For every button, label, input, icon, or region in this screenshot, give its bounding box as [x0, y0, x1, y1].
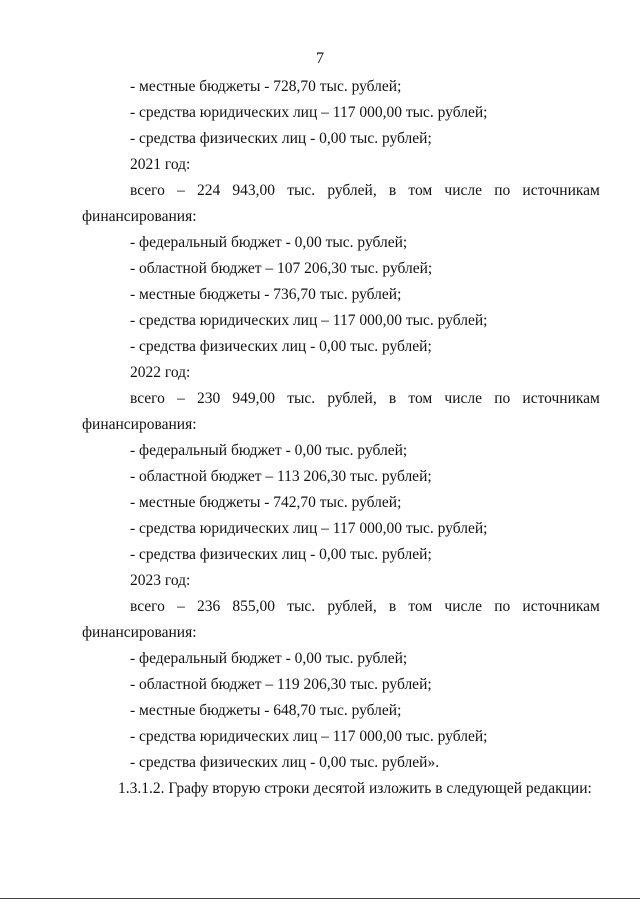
total-word: 236 — [197, 598, 221, 615]
total-word: числе — [444, 182, 483, 199]
budget-line: - средства юридических лиц – 117 000,00 тыс. рублей; — [130, 312, 488, 329]
total-word: всего — [130, 598, 165, 615]
total-word: тыс. — [287, 598, 316, 615]
budget-line: - средства физических лиц - 0,00 тыс. рублей». — [130, 754, 440, 771]
total-word: – — [177, 598, 185, 615]
total-word: всего — [130, 390, 165, 407]
total-word: 224 — [197, 182, 221, 199]
year-section-2021 — [82, 152, 600, 360]
total-word: источникам — [522, 182, 600, 199]
budget-line: - местные бюджеты - 742,70 тыс. рублей; — [130, 494, 402, 511]
total-word: всего — [130, 182, 165, 199]
total-line-continuation: финансирования: — [82, 208, 197, 225]
year-heading: 2023 год: — [130, 572, 191, 589]
total-line-continuation: финансирования: — [82, 624, 197, 641]
year-heading: 2022 год: — [130, 364, 191, 381]
budget-line: - средства юридических лиц – 117 000,00 тыс. рублей; — [130, 728, 488, 745]
closing-paragraph: 1.3.1.2. Графу вторую строки десятой изложить в следующей редакции: — [118, 780, 592, 797]
budget-line: - областной бюджет – 107 206,30 тыс. рублей; — [130, 260, 433, 277]
budget-line: - местные бюджеты - 648,70 тыс. рублей; — [130, 702, 402, 719]
total-word: том — [408, 390, 433, 407]
total-line — [82, 178, 600, 204]
total-word: том — [408, 598, 433, 615]
budget-line: - средства физических лиц - 0,00 тыс. рублей; — [130, 130, 432, 147]
document-body — [82, 74, 600, 802]
total-word: рублей, — [327, 390, 377, 407]
total-word: в — [388, 598, 397, 615]
budget-line: - федеральный бюджет - 0,00 тыс. рублей; — [130, 442, 408, 459]
total-word: по — [494, 182, 511, 199]
total-line-continuation: финансирования: — [82, 416, 197, 433]
page-number: 7 — [316, 50, 324, 67]
budget-line: - областной бюджет – 119 206,30 тыс. рублей; — [130, 676, 432, 693]
budget-line: - федеральный бюджет - 0,00 тыс. рублей; — [130, 234, 408, 251]
budget-line: - областной бюджет – 113 206,30 тыс. рублей; — [130, 468, 432, 485]
total-word: 230 — [197, 390, 221, 407]
budget-line: - средства юридических лиц – 117 000,00 тыс. рублей; — [130, 520, 488, 537]
total-word: 855,00 — [232, 598, 276, 615]
total-word: рублей, — [327, 182, 377, 199]
total-line — [82, 386, 600, 412]
total-word: числе — [444, 390, 483, 407]
budget-line: - средства юридических лиц – 117 000,00 тыс. рублей; — [130, 104, 488, 121]
total-word: рублей, — [327, 598, 377, 615]
total-word: 949,00 — [232, 390, 276, 407]
year-section-2022 — [82, 360, 600, 568]
budget-line: - местные бюджеты - 728,70 тыс. рублей; — [130, 78, 402, 95]
total-word: тыс. — [287, 390, 316, 407]
budget-line: - средства физических лиц - 0,00 тыс. рублей; — [130, 338, 432, 355]
total-word: числе — [444, 598, 483, 615]
total-word: том — [408, 182, 433, 199]
total-word: – — [177, 390, 185, 407]
budget-line: - местные бюджеты - 736,70 тыс. рублей; — [130, 286, 402, 303]
total-word: по — [494, 598, 511, 615]
total-word: в — [388, 182, 397, 199]
year-section-2023 — [82, 568, 600, 776]
footer-rule — [0, 898, 640, 899]
total-word: источникам — [522, 598, 600, 615]
total-line — [82, 594, 600, 620]
year-heading: 2021 год: — [130, 156, 191, 173]
budget-line: - средства физических лиц - 0,00 тыс. рублей; — [130, 546, 432, 563]
total-word: по — [494, 390, 511, 407]
total-word: 943,00 — [232, 182, 276, 199]
budget-line: - федеральный бюджет - 0,00 тыс. рублей; — [130, 650, 408, 667]
total-word: тыс. — [287, 182, 316, 199]
total-word: в — [388, 390, 397, 407]
total-word: источникам — [522, 390, 600, 407]
total-word: – — [177, 182, 185, 199]
